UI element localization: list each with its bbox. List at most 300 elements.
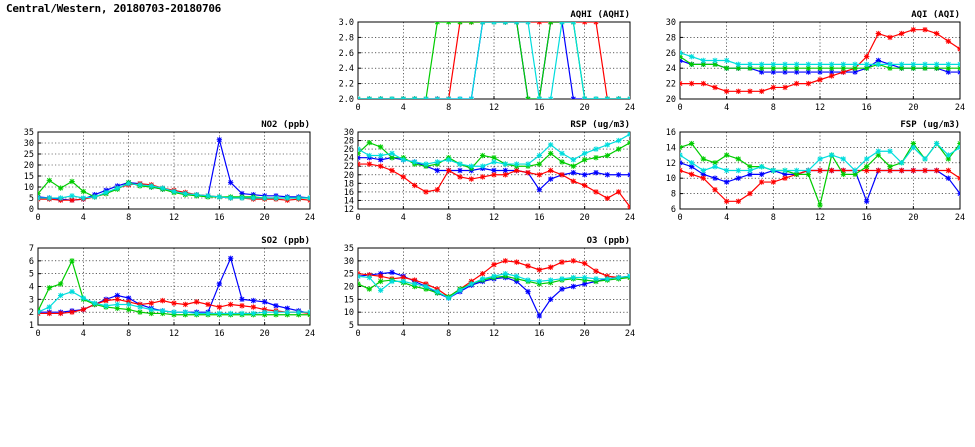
data-marker (627, 274, 632, 279)
data-marker (759, 62, 764, 67)
data-marker (794, 168, 799, 173)
y-tick-label: 14 (343, 196, 354, 207)
data-marker (627, 96, 632, 101)
data-marker (605, 196, 610, 201)
data-marker (457, 288, 462, 293)
data-marker (378, 164, 383, 169)
data-marker (423, 161, 428, 166)
data-marker (412, 96, 417, 101)
data-marker (736, 62, 741, 67)
data-marker (457, 174, 462, 179)
data-marker (922, 27, 927, 32)
x-tick-label: 12 (168, 213, 180, 223)
data-marker (559, 172, 564, 177)
data-marker (559, 159, 564, 164)
data-marker (149, 300, 154, 305)
data-marker (137, 309, 142, 314)
data-marker (503, 161, 508, 166)
data-marker (194, 192, 199, 197)
data-marker (491, 274, 496, 279)
data-marker (934, 62, 939, 67)
data-marker (412, 183, 417, 188)
data-marker (571, 275, 576, 280)
data-marker (548, 168, 553, 173)
data-marker (724, 179, 729, 184)
data-marker (616, 146, 621, 151)
x-tick-label: 16 (534, 103, 545, 113)
data-marker (724, 89, 729, 94)
data-marker (593, 276, 598, 281)
data-marker (35, 195, 40, 200)
data-marker (171, 300, 176, 305)
data-marker (469, 164, 474, 169)
data-marker (887, 35, 892, 40)
data-marker (911, 62, 916, 67)
data-marker (759, 89, 764, 94)
data-marker (677, 152, 682, 157)
y-tick-label: 24 (665, 64, 676, 75)
x-tick-label: 4 (400, 329, 406, 339)
data-marker (911, 27, 916, 32)
x-tick-label: 24 (954, 213, 966, 223)
chart-panel-rsp (328, 116, 638, 229)
data-marker (616, 172, 621, 177)
y-tick-label: 1 (28, 321, 34, 331)
data-marker (435, 289, 440, 294)
x-tick-label: 8 (770, 103, 776, 113)
chart-panel-o3 (328, 232, 638, 345)
data-marker (852, 168, 857, 173)
data-marker (491, 19, 496, 24)
x-tick-label: 12 (488, 213, 500, 223)
data-marker (435, 168, 440, 173)
x-tick-label: 4 (724, 213, 730, 223)
data-marker (126, 307, 131, 312)
data-marker (677, 50, 682, 55)
data-marker (514, 259, 519, 264)
data-marker (378, 96, 383, 101)
data-marker (627, 172, 632, 177)
data-marker (69, 309, 74, 314)
y-tick-label: 0 (28, 205, 34, 215)
data-marker (864, 62, 869, 67)
data-marker (469, 176, 474, 181)
data-marker (435, 187, 440, 192)
data-marker (378, 144, 383, 149)
data-marker (537, 172, 542, 177)
data-marker (712, 164, 717, 169)
y-tick-label: 3.0 (338, 18, 354, 28)
data-marker (503, 271, 508, 276)
x-tick-label: 8 (446, 329, 452, 339)
y-tick-label: 5 (28, 194, 34, 204)
data-marker (712, 58, 717, 63)
y-tick-label: 20 (343, 170, 354, 181)
data-marker (81, 295, 86, 300)
data-marker (571, 19, 576, 24)
data-marker (571, 284, 576, 289)
data-marker (736, 156, 741, 161)
data-marker (389, 279, 394, 284)
data-marker (537, 161, 542, 166)
y-tick-label: 28 (665, 33, 676, 44)
data-marker (864, 54, 869, 59)
x-tick-label: 12 (488, 103, 500, 113)
data-marker (194, 299, 199, 304)
chart-panel-aqhi (328, 6, 638, 119)
data-marker (251, 311, 256, 316)
data-marker (841, 156, 846, 161)
y-tick-label: 2.2 (338, 79, 354, 90)
data-marker (457, 168, 462, 173)
y-tick-label: 6 (28, 256, 34, 267)
data-marker (548, 297, 553, 302)
x-tick-label: 16 (534, 213, 545, 223)
x-tick-label: 24 (624, 103, 636, 113)
data-marker (378, 288, 383, 293)
data-marker (205, 302, 210, 307)
x-tick-label: 8 (770, 213, 776, 223)
data-marker (736, 176, 741, 181)
data-marker (262, 309, 267, 314)
data-marker (69, 258, 74, 263)
data-marker (228, 195, 233, 200)
x-tick-label: 0 (677, 213, 683, 223)
data-marker (747, 191, 752, 196)
data-marker (689, 141, 694, 146)
data-marker (724, 152, 729, 157)
data-marker (367, 140, 372, 145)
data-marker (724, 168, 729, 173)
data-marker (899, 31, 904, 36)
data-marker (171, 309, 176, 314)
y-tick-label: 2.4 (338, 64, 354, 75)
data-marker (262, 299, 267, 304)
data-marker (605, 96, 610, 101)
y-tick-label: 2.8 (338, 33, 354, 44)
data-marker (367, 286, 372, 291)
data-marker (957, 176, 962, 181)
x-tick-label: 0 (677, 103, 683, 113)
y-tick-label: 2 (28, 308, 34, 319)
data-marker (378, 279, 383, 284)
data-marker (367, 96, 372, 101)
data-marker (922, 156, 927, 161)
y-tick-label: 2.0 (338, 95, 354, 105)
data-marker (759, 164, 764, 169)
data-marker (480, 271, 485, 276)
data-marker (582, 157, 587, 162)
y-tick-label: 6 (670, 205, 676, 215)
data-marker (239, 311, 244, 316)
data-marker (47, 285, 52, 290)
data-marker (701, 176, 706, 181)
data-marker (217, 137, 222, 142)
x-tick-label: 0 (35, 213, 41, 223)
data-marker (689, 54, 694, 59)
data-marker (616, 189, 621, 194)
data-marker (251, 298, 256, 303)
data-marker (480, 153, 485, 158)
data-marker (782, 62, 787, 67)
data-marker (899, 160, 904, 165)
data-marker (457, 161, 462, 166)
data-marker (876, 31, 881, 36)
data-marker (712, 176, 717, 181)
data-marker (251, 304, 256, 309)
data-marker (435, 19, 440, 24)
data-marker (887, 164, 892, 169)
data-marker (355, 146, 360, 151)
data-marker (525, 289, 530, 294)
y-tick-label: 3 (28, 295, 34, 306)
data-marker (571, 164, 576, 169)
y-tick-label: 35 (343, 244, 354, 254)
data-marker (503, 172, 508, 177)
data-marker (806, 81, 811, 86)
data-marker (457, 19, 462, 24)
data-marker (355, 96, 360, 101)
data-marker (115, 185, 120, 190)
data-marker (514, 161, 519, 166)
data-marker (307, 309, 312, 314)
data-marker (355, 274, 360, 279)
x-tick-label: 0 (35, 329, 41, 339)
data-marker (262, 195, 267, 200)
data-marker (503, 19, 508, 24)
y-tick-label: 30 (343, 128, 354, 138)
data-marker (446, 96, 451, 101)
data-marker (677, 145, 682, 150)
data-marker (285, 309, 290, 314)
data-marker (593, 19, 598, 24)
data-marker (582, 172, 587, 177)
x-tick-label: 16 (214, 329, 225, 339)
data-marker (548, 19, 553, 24)
data-marker (946, 39, 951, 44)
x-tick-label: 20 (579, 103, 590, 113)
data-marker (537, 313, 542, 318)
data-marker (103, 298, 108, 303)
data-marker (841, 62, 846, 67)
data-marker (876, 62, 881, 67)
data-marker (537, 96, 542, 101)
data-marker (548, 265, 553, 270)
data-marker (537, 267, 542, 272)
y-tick-label: 28 (343, 136, 354, 147)
data-marker (149, 307, 154, 312)
data-marker (616, 96, 621, 101)
data-marker (548, 176, 553, 181)
x-tick-label: 4 (80, 213, 86, 223)
y-tick-label: 20 (23, 161, 34, 171)
y-tick-label: 30 (665, 18, 676, 28)
data-marker (160, 298, 165, 303)
data-marker (724, 199, 729, 204)
data-marker (514, 274, 519, 279)
data-marker (469, 19, 474, 24)
data-marker (183, 191, 188, 196)
data-marker (771, 168, 776, 173)
data-marker (525, 170, 530, 175)
chart-title: SO2 (ppb) (261, 236, 310, 246)
data-marker (183, 309, 188, 314)
data-marker (389, 270, 394, 275)
data-marker (806, 168, 811, 173)
y-tick-label: 12 (665, 158, 676, 169)
data-marker (137, 304, 142, 309)
x-tick-label: 4 (80, 329, 86, 339)
data-marker (817, 62, 822, 67)
data-marker (115, 297, 120, 302)
x-tick-label: 4 (400, 103, 406, 113)
data-marker (81, 189, 86, 194)
data-marker (423, 284, 428, 289)
x-tick-label: 8 (446, 213, 452, 223)
data-marker (389, 168, 394, 173)
data-marker (205, 193, 210, 198)
x-tick-label: 12 (488, 329, 500, 339)
x-tick-label: 20 (579, 329, 590, 339)
data-marker (401, 157, 406, 162)
data-marker (389, 96, 394, 101)
data-marker (829, 168, 834, 173)
y-tick-label: 26 (665, 48, 676, 59)
data-marker (217, 311, 222, 316)
y-tick-label: 20 (665, 95, 676, 105)
x-tick-label: 4 (400, 213, 406, 223)
data-marker (571, 170, 576, 175)
data-marker (525, 277, 530, 282)
data-marker (876, 149, 881, 154)
y-tick-label: 25 (23, 150, 34, 160)
data-marker (771, 85, 776, 90)
y-tick-label: 8 (670, 189, 676, 200)
data-marker (627, 131, 632, 136)
chart-title: O3 (ppb) (586, 236, 630, 246)
data-marker (103, 303, 108, 308)
data-marker (47, 178, 52, 183)
data-marker (689, 160, 694, 165)
data-marker (378, 153, 383, 158)
y-tick-label: 22 (665, 79, 676, 90)
data-marker (367, 161, 372, 166)
data-marker (285, 195, 290, 200)
data-marker (689, 81, 694, 86)
data-marker (217, 194, 222, 199)
data-marker (205, 311, 210, 316)
x-tick-label: 0 (355, 329, 361, 339)
y-tick-label: 12 (343, 205, 354, 215)
x-tick-label: 16 (861, 103, 872, 113)
data-marker (389, 151, 394, 156)
data-marker (864, 164, 869, 169)
data-marker (307, 195, 312, 200)
chart-title: AQI (AQI) (911, 10, 960, 20)
data-marker (58, 293, 63, 298)
x-tick-label: 12 (814, 213, 826, 223)
data-marker (899, 62, 904, 67)
data-marker (149, 183, 154, 188)
y-tick-label: 10 (343, 308, 354, 319)
y-tick-label: 16 (343, 187, 354, 198)
data-marker (817, 202, 822, 207)
data-marker (677, 168, 682, 173)
data-marker (491, 172, 496, 177)
data-marker (724, 66, 729, 71)
data-marker (548, 151, 553, 156)
x-tick-label: 24 (624, 213, 636, 223)
y-tick-label: 16 (665, 128, 676, 138)
y-tick-label: 30 (343, 256, 354, 267)
data-marker (559, 19, 564, 24)
y-tick-label: 15 (343, 295, 354, 306)
data-marker (525, 263, 530, 268)
chart-panel-fsp (650, 116, 968, 229)
data-marker (582, 261, 587, 266)
y-tick-label: 2.6 (338, 48, 354, 59)
data-marker (69, 179, 74, 184)
data-marker (841, 172, 846, 177)
data-marker (934, 141, 939, 146)
data-marker (946, 152, 951, 157)
data-marker (829, 152, 834, 157)
chart-title: NO2 (ppb) (261, 120, 310, 130)
x-tick-label: 0 (355, 213, 361, 223)
x-tick-label: 20 (579, 213, 590, 223)
data-marker (782, 85, 787, 90)
data-marker (627, 140, 632, 145)
data-marker (239, 195, 244, 200)
data-marker (446, 168, 451, 173)
y-tick-label: 26 (343, 145, 354, 156)
x-tick-label: 20 (259, 213, 270, 223)
y-tick-label: 35 (23, 128, 34, 138)
data-marker (593, 268, 598, 273)
data-marker (367, 153, 372, 158)
data-marker (627, 204, 632, 209)
data-marker (934, 168, 939, 173)
data-marker (736, 168, 741, 173)
data-marker (491, 159, 496, 164)
chart-title: AQHI (AQHI) (570, 10, 630, 20)
data-marker (911, 145, 916, 150)
y-tick-label: 5 (348, 321, 354, 331)
data-marker (469, 96, 474, 101)
data-marker (412, 159, 417, 164)
data-marker (689, 62, 694, 67)
data-marker (217, 304, 222, 309)
data-marker (355, 281, 360, 286)
data-marker (887, 62, 892, 67)
data-marker (480, 164, 485, 169)
data-marker (559, 286, 564, 291)
x-tick-label: 8 (126, 329, 132, 339)
data-marker (946, 62, 951, 67)
x-tick-label: 24 (304, 213, 316, 223)
data-marker (806, 62, 811, 67)
x-tick-label: 20 (908, 213, 919, 223)
data-marker (412, 281, 417, 286)
data-marker (446, 295, 451, 300)
data-marker (457, 96, 462, 101)
data-marker (435, 159, 440, 164)
data-marker (724, 58, 729, 63)
data-marker (747, 89, 752, 94)
data-marker (817, 156, 822, 161)
data-marker (69, 193, 74, 198)
data-marker (582, 151, 587, 156)
